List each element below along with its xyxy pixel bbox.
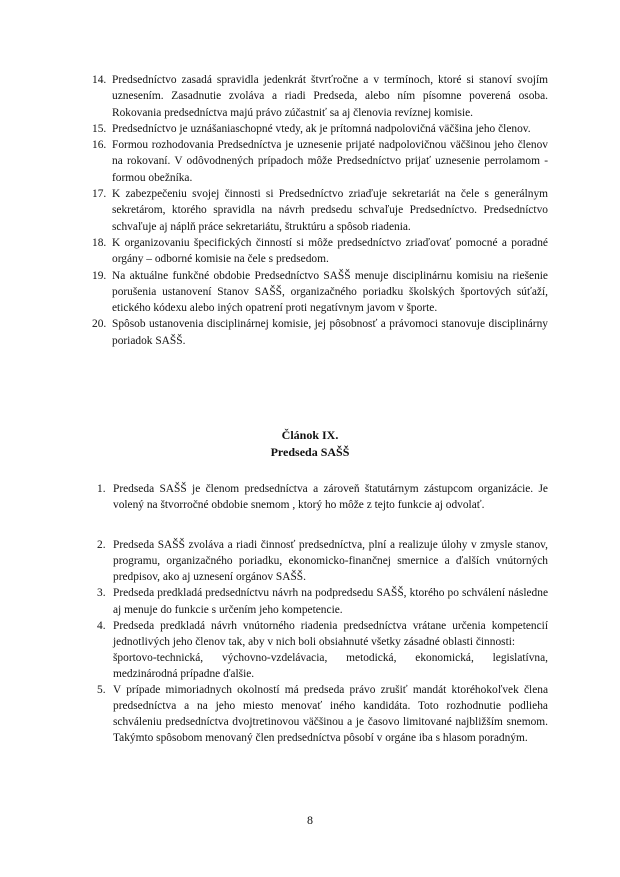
item-text: V prípade mimoriadnych okolností má predseda právo zrušiť mandát ktoréhokoľvek člena predsedníctva a na jeho miesto menovať iného kandidáta. Toto rozhodnutie podlieha schváleniu predsedníctva dvojtretinovou väčšinou a je časovo limitované najbližším snemom. Takýmto spôsobom menovaný člen predsedníctva pôsobí v orgáne iba s hlasom poradným. <box>113 684 548 745</box>
item-text: K zabezpečeniu svojej činnosti si Predsedníctvo zriaďuje sekretariát na čele s generálnym sekretárom, ktorého spravidla na návrh predsedu schvaľuje Predsedníctvo. Predsedníctvo schvaľuje aj náplň práce sekretariátu, štruktúru a spôsob riadenia. <box>112 188 548 233</box>
list-item <box>92 316 548 349</box>
paragraph-gap <box>97 513 548 537</box>
article-number: Článok IX. <box>281 428 339 442</box>
item-number: 1. <box>97 483 106 495</box>
item-text: K organizovaniu špecifických činností si môže predsedníctvo zriaďovať pomocné a poradné orgány – odborné komisie na čele s predsedom. <box>112 236 548 266</box>
item-number: 4. <box>97 619 106 632</box>
section-list-president <box>97 481 548 746</box>
section-list-presidium <box>92 72 548 349</box>
item-number: 16. <box>92 139 107 152</box>
list-item <box>97 481 548 513</box>
item-number: 19. <box>92 269 107 282</box>
item-number: 5. <box>97 684 106 697</box>
item-text: Predsedníctvo je uznášaniaschopné vtedy, ak je prítomná nadpolovičná väčšina jeho členov. <box>112 122 531 135</box>
list-item <box>92 268 548 317</box>
list-item <box>97 618 548 682</box>
item-number: 18. <box>92 236 107 249</box>
list-item <box>92 72 548 121</box>
item-text: Na aktuálne funkčné obdobie Predsedníctvo SAŠŠ menuje disciplinárnu komisiu na riešenie porušenia ustanovení Stanov SAŠŠ, organizačného poriadku školských športových súťaží, etického kódexu alebo iných opatrení proti negatívnym javom v športe. <box>112 269 548 315</box>
item-text: Predsedníctvo zasadá spravidla jedenkrát štvrťročne a v termínoch, ktoré si stanoví svojím uznesením. Zasadnutie zvoláva a riadi Predseda, alebo ním písomne poverená osoba. Rokovania predsedníctva majú právo zúčastniť sa aj členovia revíznej komisie. <box>112 74 548 119</box>
page-number: 8 <box>307 813 313 827</box>
item-text: Predseda predkladá predsedníctvu návrh na podpredsedu SAŠŠ, ktorého po schválení následne aj menuje do funkcie s určením jeho kompetencie. <box>113 587 548 616</box>
item-number: 15. <box>92 122 107 135</box>
item-number: 20. <box>92 318 107 331</box>
item-text: Predseda SAŠŠ je členom predsedníctva a zároveň štatutárnym zástupcom organizácie. Je volený na štvorročné obdobie snemom , ktorý ho môže z tejto funkcie aj odvolať. <box>113 483 548 512</box>
item-text: Predseda predkladá návrh vnútorného riadenia predsedníctva vrátane určenia kompetencií jednotlivých jeho členov tak, aby v nich boli obsiahnuté všetky zásadné oblasti činnosti: <box>113 619 548 648</box>
item-number: 2. <box>97 539 106 552</box>
list-item <box>92 137 548 186</box>
item-text: Spôsob ustanovenia disciplinárnej komisie, jej pôsobnosť a právomoci stanovuje disciplinárny poriadok SAŠŠ. <box>112 318 548 347</box>
list-item <box>92 121 548 137</box>
item-text: Formou rozhodovania Predsedníctva je uznesenie prijaté nadpolovičnou väčšinou jeho členov na rokovaní. V odôvodnených prípadoch môže Predsedníctvo prijať uznesenie perrolamom - formou obežníka. <box>112 139 548 184</box>
item-number: 17. <box>92 188 107 201</box>
list-item <box>92 235 548 268</box>
list-item <box>97 585 548 617</box>
item-text-continuation: športovo-technická, výchovno-vzdelávacia, metodická, ekonomická, legislatívna, medzinárodná prípadne ďalšie. <box>113 651 548 680</box>
list-item <box>92 186 548 235</box>
list-item <box>97 682 548 746</box>
list-item <box>97 537 548 585</box>
article-title: Predseda SAŠŠ <box>270 445 350 459</box>
item-number: 3. <box>97 587 106 600</box>
item-number: 14. <box>92 74 107 86</box>
item-text: Predseda SAŠŠ zvoláva a riadi činnosť predsedníctva, plní a realizuje úlohy v zmysle stanov, programu, organizačného poriadku, ekonomicko-finančnej smernice a ďalších vnútorných predpisov, ako aj uznesení orgánov SAŠŠ. <box>113 539 548 584</box>
